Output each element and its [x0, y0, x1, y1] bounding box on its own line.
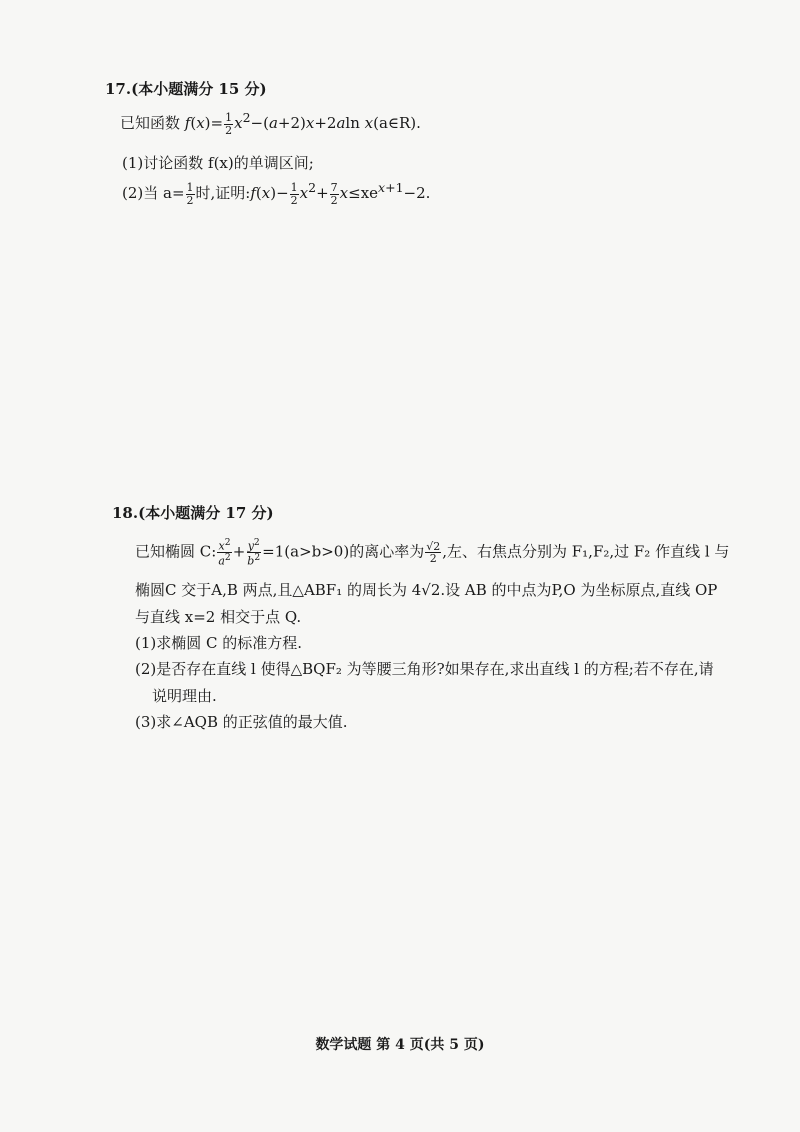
problem-18-part-2-line-1: (2)是否存在直线 l 使得△BQF₂ 为等腰三角形?如果存在,求出直线 l 的方程;若不存在,请: [135, 660, 714, 678]
problem-18-line-2: 椭圆C 交于A,B 两点,且△ABF₁ 的周长为 4√2.设 AB 的中点为P,O 为坐标原点,直线 OP: [135, 581, 718, 599]
fraction-seven-half: $\frac{7}{2}$: [330, 181, 338, 207]
fraction-y2-b2: $\frac{y^2}{b^2}$: [247, 537, 261, 568]
problem-17-stem: 已知函数 f(x)= $\frac{1}{2}$ $x^2-(a+2)x+2aln$ x(a∈R).: [120, 110, 421, 137]
problem-18-line-3: 与直线 x=2 相交于点 Q.: [135, 608, 302, 626]
problem-17-part-2: (2)当 a= $\frac{1}{2}$ 时,证明:f(x)− $\frac{1}{2}$ $x^2+$ $\frac{7}{2}$ $x\le xe^{x+1}-2$.: [122, 180, 431, 207]
fraction-one-half: $\frac{1}{2}$: [225, 111, 233, 137]
line-1-tail: ,左、右焦点分别为 F₁,F₂,过 F₂ 作直线 l 与: [442, 542, 730, 561]
fraction-x2-a2: $\frac{x^2}{a^2}$: [218, 537, 231, 568]
fraction-sqrt2-over-2: $\frac{√2}{2}$: [426, 539, 441, 566]
line-1-prefix: 已知椭圆 C:: [135, 542, 217, 561]
problem-18-part-1: (1)求椭圆 C 的标准方程.: [135, 634, 303, 652]
problem-18-header: 18.(本小题满分 17 分): [112, 504, 274, 522]
part-2-mid: 时,证明:: [195, 184, 251, 203]
page-footer: 数学试题 第 4 页(共 5 页): [315, 1037, 485, 1053]
part-2-end: −2.: [403, 184, 431, 203]
problem-18-part-3: (3)求∠AQB 的正弦值的最大值.: [135, 713, 348, 731]
problem-17-part-1: (1)讨论函数 f(x)的单调区间;: [122, 154, 314, 172]
problem-18-part-2-line-2: 说明理由.: [152, 687, 217, 705]
fraction-one-half: $\frac{1}{2}$: [290, 181, 298, 207]
problem-17-header: 17.(本小题满分 15 分): [105, 80, 267, 98]
fraction-one-half: $\frac{1}{2}$: [186, 181, 194, 207]
part-2-prefix: (2)当 a=: [122, 184, 185, 203]
problem-18-line-1: 已知椭圆 C: $\frac{x^2}{a^2}$ + $\frac{y^2}{b^2}$ =1(a>b>0)的离心率为 $\frac{√2}{2}$ ,左、右焦点分别为 F₁,F₂,过 F₂ 作直线 l 与: [135, 537, 730, 568]
stem-tail: (a∈R).: [373, 114, 421, 133]
line-1-mid: =1(a>b>0)的离心率为: [262, 542, 425, 561]
part-2-tail: ≤xe: [348, 184, 379, 203]
stem-prefix: 已知函数: [120, 114, 185, 133]
